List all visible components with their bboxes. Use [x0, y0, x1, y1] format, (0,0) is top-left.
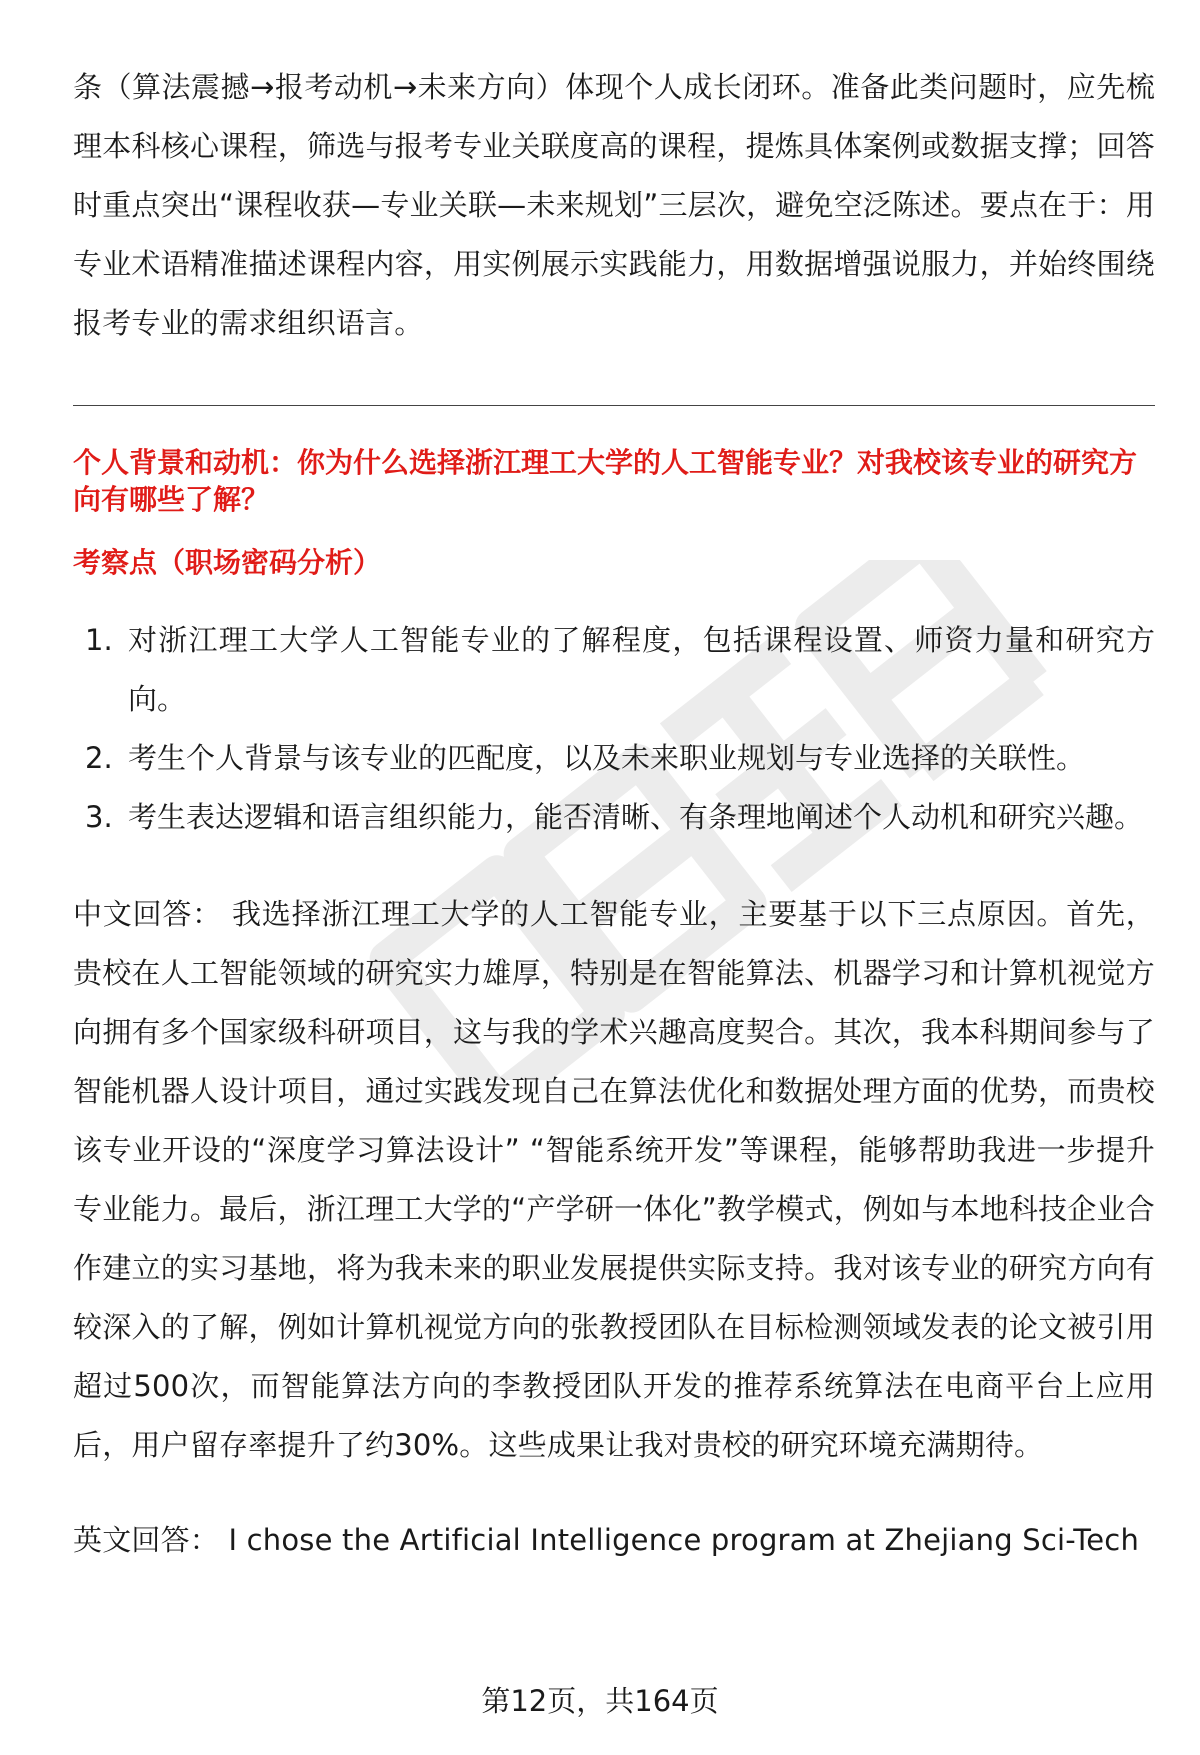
document-page	[73, 58, 1155, 1570]
intro-paragraph: 条（算法震撼→报考动机→未来方向）体现个人成长闭环。准备此类问题时，应先梳理本科核心课程，筛选与报考专业关联度高的课程，提炼具体案例或数据支撑；回答时重点突出“课程收获—专业关联—未来规划”三层次，避免空泛陈述。要点在于：用专业术语精准描述课程内容，用实例展示实践能力，用数据增强说服力，并始终围绕报考专业的需求组织语言。	[73, 70, 1155, 340]
list-item-number: 2.	[85, 741, 113, 775]
chinese-answer	[73, 885, 1155, 1475]
english-answer-text: I chose the Artificial Intelligence program at Zhejiang Sci-Tech	[228, 1523, 1140, 1557]
assessment-points-heading: 考察点（职场密码分析）	[73, 546, 382, 579]
page-number: 第12页，共164页	[481, 1684, 719, 1718]
english-answer	[73, 1511, 1155, 1570]
english-answer-label: 英文回答：	[73, 1523, 220, 1557]
list-item-number: 1.	[85, 623, 113, 657]
list-item	[73, 611, 1155, 729]
assessment-points-list	[73, 611, 1155, 847]
list-item-text: 对浙江理工大学人工智能专业的了解程度，包括课程设置、师资力量和研究方向。	[128, 623, 1155, 716]
list-item	[73, 788, 1155, 847]
list-item-text: 考生表达逻辑和语言组织能力，能否清晰、有条理地阐述个人动机和研究兴趣。	[128, 800, 1144, 834]
question-title: 个人背景和动机：你为什么选择浙江理工大学的人工智能专业？对我校该专业的研究方向有哪些了解？	[73, 446, 1138, 516]
list-item-number: 3.	[85, 800, 113, 834]
chinese-answer-text: 我选择浙江理工大学的人工智能专业，主要基于以下三点原因。首先，贵校在人工智能领域的研究实力雄厚，特别是在智能算法、机器学习和计算机视觉方向拥有多个国家级科研项目，这与我的学术兴趣高度契合。其次，我本科期间参与了智能机器人设计项目，通过实践发现自己在算法优化和数据处理方面的优势，而贵校该专业开设的“深度学习算法设计” “智能系统开发”等课程，能够帮助我进一步提升专业能力。最后，浙江理工大学的“产学研一体化”教学模式，例如与本地科技企业合作建立的实习基地，将为我未来的职业发展提供实际支持。我对该专业的研究方向有较深入的了解，例如计算机视觉方向的张教授团队在目标检测领域发表的论文被引用超过500次，而智能算法方向的李教授团队开发的推荐系统算法在电商平台上应用后，用户留存率提升了约30%。这些成果让我对贵校的研究环境充满期待。	[73, 897, 1155, 1462]
list-item	[73, 729, 1155, 788]
chinese-answer-label: 中文回答：	[73, 897, 222, 931]
list-item-text: 考生个人背景与该专业的匹配度，以及未来职业规划与专业选择的关联性。	[128, 741, 1086, 775]
section-divider	[73, 405, 1155, 406]
